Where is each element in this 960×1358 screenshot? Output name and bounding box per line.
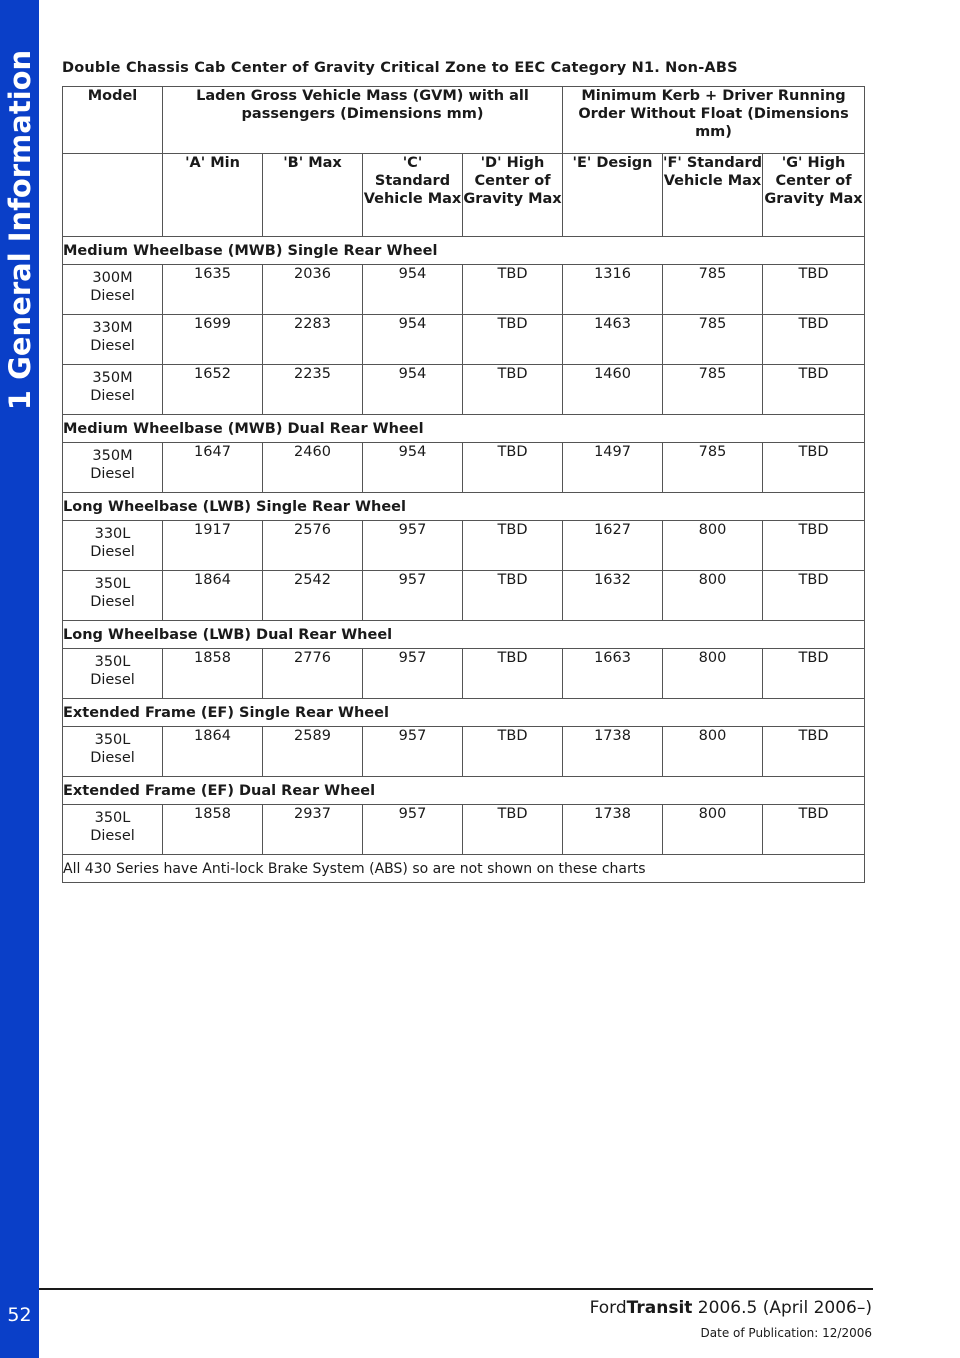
value-cell: 1738 — [563, 727, 663, 777]
model-cell: 330L Diesel — [63, 521, 163, 571]
model-cell: 300M Diesel — [63, 265, 163, 315]
value-cell: 957 — [363, 727, 463, 777]
value-cell: 954 — [363, 443, 463, 493]
footer-brand-prefix: Ford — [589, 1298, 627, 1318]
section-header-row — [63, 493, 865, 521]
value-cell: 800 — [663, 571, 763, 621]
publication-date: Date of Publication: 12/2006 — [700, 1326, 872, 1340]
value-cell: TBD — [763, 727, 865, 777]
header-laden: Laden Gross Vehicle Mass (GVM) with all passengers (Dimensions mm) — [163, 87, 563, 154]
model-cell: 350M Diesel — [63, 443, 163, 493]
header-kerb: Minimum Kerb + Driver Running Order Without Float (Dimensions mm) — [563, 87, 865, 154]
value-cell: 1463 — [563, 315, 663, 365]
value-cell: 785 — [663, 315, 763, 365]
section-header-row — [63, 621, 865, 649]
value-cell: 1647 — [163, 443, 263, 493]
value-cell: 1864 — [163, 727, 263, 777]
section-title: Extended Frame (EF) Dual Rear Wheel — [63, 777, 865, 805]
value-cell: TBD — [763, 365, 865, 415]
section-header-row — [63, 415, 865, 443]
value-cell: 2589 — [263, 727, 363, 777]
header-col-d: 'D' High Center of Gravity Max — [463, 154, 563, 237]
table-row — [63, 365, 865, 415]
value-cell: 1663 — [563, 649, 663, 699]
value-cell: TBD — [463, 727, 563, 777]
header-col-e: 'E' Design — [563, 154, 663, 237]
value-cell: 800 — [663, 727, 763, 777]
value-cell: 1627 — [563, 521, 663, 571]
header-col-g: 'G' High Center of Gravity Max — [763, 154, 865, 237]
page-number: 52 — [7, 1304, 32, 1326]
section-title: Medium Wheelbase (MWB) Dual Rear Wheel — [63, 415, 865, 443]
value-cell: 2283 — [263, 315, 363, 365]
value-cell: 957 — [363, 649, 463, 699]
value-cell: TBD — [763, 649, 865, 699]
table-row — [63, 805, 865, 855]
section-title: Long Wheelbase (LWB) Single Rear Wheel — [63, 493, 865, 521]
value-cell: TBD — [763, 315, 865, 365]
value-cell: TBD — [463, 443, 563, 493]
value-cell: 957 — [363, 521, 463, 571]
header-col-f: 'F' Standard Vehicle Max — [663, 154, 763, 237]
value-cell: TBD — [463, 521, 563, 571]
table-row — [63, 315, 865, 365]
section-title: 1 General Information — [3, 49, 37, 411]
value-cell: TBD — [763, 805, 865, 855]
model-cell: 350L Diesel — [63, 727, 163, 777]
value-cell: 785 — [663, 265, 763, 315]
value-cell: 954 — [363, 365, 463, 415]
value-cell: TBD — [463, 649, 563, 699]
value-cell: TBD — [463, 805, 563, 855]
value-cell: 1917 — [163, 521, 263, 571]
table-row — [63, 265, 865, 315]
value-cell: TBD — [463, 571, 563, 621]
value-cell: 957 — [363, 805, 463, 855]
value-cell: 957 — [363, 571, 463, 621]
value-cell: 1699 — [163, 315, 263, 365]
table-row — [63, 727, 865, 777]
value-cell: 1635 — [163, 265, 263, 315]
table-row — [63, 571, 865, 621]
value-cell: 2036 — [263, 265, 363, 315]
footer-edition-text: 2006.5 (April 2006–) — [692, 1298, 872, 1318]
value-cell: 1738 — [563, 805, 663, 855]
model-cell: 350L Diesel — [63, 649, 163, 699]
section-title: Long Wheelbase (LWB) Dual Rear Wheel — [63, 621, 865, 649]
table-note: All 430 Series have Anti-lock Brake System (ABS) so are not shown on these charts — [63, 855, 865, 883]
table-row — [63, 443, 865, 493]
center-of-gravity-table — [62, 86, 865, 883]
value-cell: 800 — [663, 649, 763, 699]
value-cell: 1497 — [563, 443, 663, 493]
value-cell: TBD — [763, 521, 865, 571]
value-cell: 785 — [663, 365, 763, 415]
value-cell: 954 — [363, 315, 463, 365]
header-col-a: 'A' Min — [163, 154, 263, 237]
value-cell: TBD — [763, 265, 865, 315]
value-cell: 2937 — [263, 805, 363, 855]
value-cell: TBD — [463, 365, 563, 415]
value-cell: TBD — [463, 315, 563, 365]
value-cell: 1316 — [563, 265, 663, 315]
table-row — [63, 521, 865, 571]
header-col-b: 'B' Max — [263, 154, 363, 237]
header-model: Model — [63, 87, 163, 154]
header-blank — [63, 154, 163, 237]
model-cell: 350M Diesel — [63, 365, 163, 415]
value-cell: 785 — [663, 443, 763, 493]
value-cell: 1858 — [163, 805, 263, 855]
model-cell: 350L Diesel — [63, 571, 163, 621]
value-cell: 800 — [663, 805, 763, 855]
value-cell: TBD — [763, 571, 865, 621]
header-col-c: 'C' Standard Vehicle Max — [363, 154, 463, 237]
value-cell: 2460 — [263, 443, 363, 493]
section-title: Extended Frame (EF) Single Rear Wheel — [63, 699, 865, 727]
model-cell: 350L Diesel — [63, 805, 163, 855]
table-title: Double Chassis Cab Center of Gravity Critical Zone to EEC Category N1. Non-ABS — [62, 60, 738, 76]
value-cell: TBD — [463, 265, 563, 315]
value-cell: 1632 — [563, 571, 663, 621]
value-cell: 2542 — [263, 571, 363, 621]
value-cell: 2776 — [263, 649, 363, 699]
table-row — [63, 649, 865, 699]
section-header-row — [63, 237, 865, 265]
sidebar — [0, 0, 39, 1358]
value-cell: TBD — [763, 443, 865, 493]
value-cell: 1460 — [563, 365, 663, 415]
value-cell: 954 — [363, 265, 463, 315]
value-cell: 2235 — [263, 365, 363, 415]
value-cell: 1652 — [163, 365, 263, 415]
value-cell: 800 — [663, 521, 763, 571]
value-cell: 2576 — [263, 521, 363, 571]
value-cell: 1864 — [163, 571, 263, 621]
footer-edition — [590, 1298, 872, 1318]
footer-brand-name: Transit — [626, 1298, 693, 1318]
model-cell: 330M Diesel — [63, 315, 163, 365]
value-cell: 1858 — [163, 649, 263, 699]
section-title: Medium Wheelbase (MWB) Single Rear Wheel — [63, 237, 865, 265]
footer-divider — [39, 1288, 873, 1290]
section-header-row — [63, 699, 865, 727]
section-header-row — [63, 777, 865, 805]
